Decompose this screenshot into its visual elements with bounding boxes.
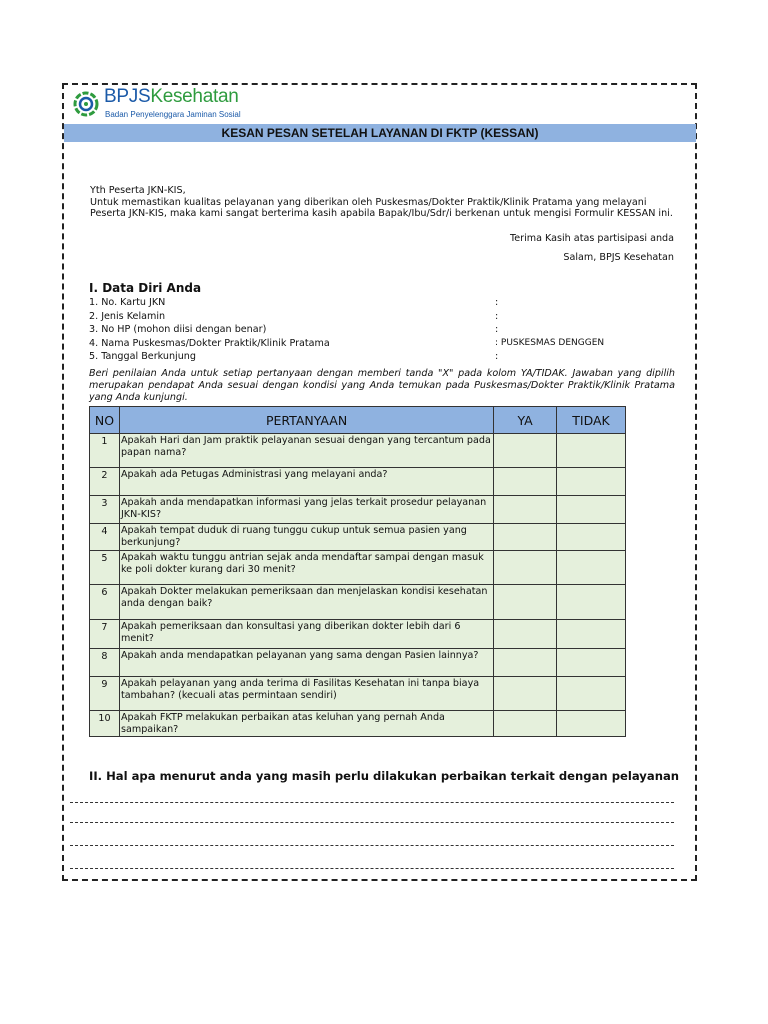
answer-yes-cell[interactable] [494, 620, 557, 649]
table-row [90, 649, 626, 677]
answer-yes-cell[interactable] [494, 711, 557, 737]
instruction-note: Beri penilaian Anda untuk setiap pertanyaan dengan memberi tanda "X" pada kolom YA/TIDAK. Jawaban yang dipilih merupakan pendapat Anda sesuai dengan kondisi yang Anda temukan pada Puskesmas/Dokter Praktik/Klinik Pratama yang Anda kunjungi. [89, 368, 675, 403]
row-number: 6 [90, 585, 120, 620]
answer-no-cell[interactable] [557, 551, 626, 585]
row-question: Apakah Hari dan Jam praktik pelayanan sesuai dengan yang tercantum pada papan nama? [119, 434, 493, 468]
row-question: Apakah pemeriksaan dan konsultasi yang diberikan dokter lebih dari 6 menit? [119, 620, 493, 649]
answer-no-cell[interactable] [557, 468, 626, 496]
table-row [90, 551, 626, 585]
row-question: Apakah waktu tunggu antrian sejak anda mendaftar sampai dengan masuk ke poli dokter kurang dari 30 menit? [119, 551, 493, 585]
answer-no-cell[interactable] [557, 620, 626, 649]
row-number: 2 [90, 468, 120, 496]
answer-yes-cell[interactable] [494, 649, 557, 677]
field-value-phone[interactable]: : [495, 324, 499, 335]
row-number: 4 [90, 524, 120, 551]
answer-no-cell[interactable] [557, 524, 626, 551]
row-question: Apakah anda mendapatkan pelayanan yang sama dengan Pasien lainnya? [119, 649, 493, 677]
answer-yes-cell[interactable] [494, 434, 557, 468]
answer-line[interactable] [70, 802, 674, 803]
row-question: Apakah FKTP melakukan perbaikan atas keluhan yang pernah Anda sampaikan? [119, 711, 493, 737]
row-number: 5 [90, 551, 120, 585]
header-question: PERTANYAAN [119, 407, 493, 434]
field-label-facility: 4. Nama Puskesmas/Dokter Praktik/Klinik Pratama [89, 338, 330, 349]
row-number: 3 [90, 496, 120, 524]
answer-yes-cell[interactable] [494, 551, 557, 585]
brand-subtitle: Badan Penyelenggara Jaminan Sosial [105, 110, 241, 119]
answer-no-cell[interactable] [557, 677, 626, 711]
answer-line[interactable] [70, 868, 674, 869]
header-no-answer: TIDAK [557, 407, 626, 434]
table-row [90, 524, 626, 551]
row-question: Apakah Dokter melakukan pemeriksaan dan menjelaskan kondisi kesehatan anda dengan baik? [119, 585, 493, 620]
form-title: KESAN PESAN SETELAH LAYANAN DI FKTP (KESSAN) [64, 124, 696, 142]
answer-no-cell[interactable] [557, 649, 626, 677]
section2-title: II. Hal apa menurut anda yang masih perlu dilakukan perbaikan terkait dengan pelayanan [89, 769, 680, 783]
answer-yes-cell[interactable] [494, 524, 557, 551]
field-label-date: 5. Tanggal Berkunjung [89, 351, 196, 362]
table-row [90, 620, 626, 649]
row-number: 10 [90, 711, 120, 737]
field-value-facility[interactable]: : PUSKESMAS DENGGEN [495, 338, 605, 348]
greeting: Yth Peserta JKN-KIS, [90, 185, 186, 196]
row-number: 1 [90, 434, 120, 468]
table-row [90, 677, 626, 711]
answer-no-cell[interactable] [557, 496, 626, 524]
header-yes: YA [494, 407, 557, 434]
answer-yes-cell[interactable] [494, 585, 557, 620]
answer-yes-cell[interactable] [494, 468, 557, 496]
field-value-gender[interactable]: : [495, 311, 499, 322]
answer-no-cell[interactable] [557, 585, 626, 620]
table-row [90, 496, 626, 524]
field-value-date[interactable]: : [495, 351, 499, 362]
row-number: 7 [90, 620, 120, 649]
field-label-gender: 2. Jenis Kelamin [89, 311, 166, 322]
brand-name: BPJSKesehatan [104, 86, 239, 107]
row-number: 8 [90, 649, 120, 677]
row-question: Apakah anda mendapatkan informasi yang jelas terkait prosedur pelayanan JKN-KIS? [119, 496, 493, 524]
field-label-card: 1. No. Kartu JKN [89, 297, 166, 308]
row-question: Apakah pelayanan yang anda terima di Fasilitas Kesehatan ini tanpa biaya tambahan? (kecuali atas permintaan sendiri) [119, 677, 493, 711]
answer-line[interactable] [70, 822, 674, 823]
row-question: Apakah ada Petugas Administrasi yang melayani anda? [119, 468, 493, 496]
table-row [90, 434, 626, 468]
row-question: Apakah tempat duduk di ruang tunggu cukup untuk semua pasien yang berkunjung? [119, 524, 493, 551]
intro-block [90, 185, 680, 220]
answer-yes-cell[interactable] [494, 496, 557, 524]
table-row [90, 468, 626, 496]
answer-line[interactable] [70, 845, 674, 846]
answer-no-cell[interactable] [557, 434, 626, 468]
table-row [90, 585, 626, 620]
answer-yes-cell[interactable] [494, 677, 557, 711]
row-number: 9 [90, 677, 120, 711]
field-label-phone: 3. No HP (mohon diisi dengan benar) [89, 324, 267, 335]
questions-table [89, 406, 626, 737]
answer-no-cell[interactable] [557, 711, 626, 737]
section1-title: I. Data Diri Anda [89, 281, 202, 295]
table-row [90, 711, 626, 737]
thanks-text: Terima Kasih atas partisipasi anda [510, 233, 674, 244]
header-no: NO [90, 407, 120, 434]
table-header-row [90, 407, 626, 434]
field-value-card[interactable]: : [495, 297, 499, 308]
intro-body: Untuk memastikan kualitas pelayanan yang diberikan oleh Puskesmas/Dokter Praktik/Klinik Pratama yang melayani Peserta JKN-KIS, maka kami sangat berterima kasih apabila Bapak/Ibu/Sdr/i berkenan untuk mengisi Formulir KESSAN ini. [90, 196, 673, 220]
signoff-text: Salam, BPJS Kesehatan [563, 252, 674, 263]
